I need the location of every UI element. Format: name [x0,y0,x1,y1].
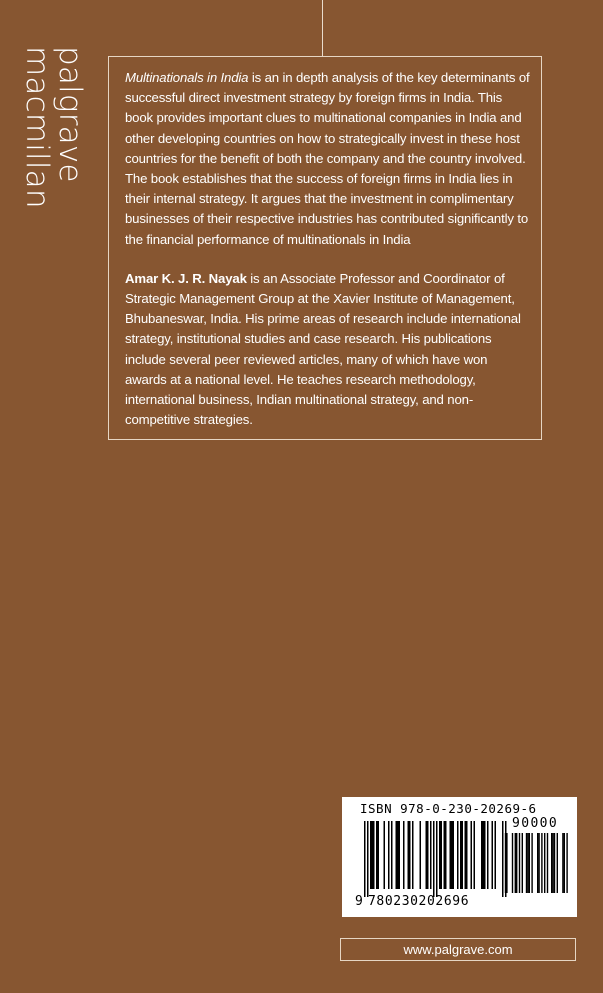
author-bio [125,269,531,431]
logo-line-palgrave: palgrave [52,46,88,183]
barcode-bar [457,821,459,889]
isbn-barcode [342,797,577,917]
barcode-bar [427,821,429,889]
barcode-bar [439,821,441,889]
website-link[interactable]: www.palgrave.com [340,938,576,961]
barcode-bar [372,821,374,889]
barcode-bar [399,821,401,889]
blurb-frame [108,56,542,440]
barcode-addon-bar [512,833,513,893]
barcode-bar [384,821,386,889]
barcode-addon-bar [544,833,545,893]
isbn-label: ISBN 978-0-230-20269-6 [360,801,537,816]
barcode-bar [441,821,443,889]
barcode-addon-bar [506,833,507,893]
book-description-text: is an in depth analysis of the key determinants of successful direct investment strategy by foreign firms in India. This book provides important clues to multinational companies in India and other developing countries on how to strategically invest in these host countries for the benefit of both the company and the country involved. The book establishes that the success of foreign firms in India lies in their internal strategy. It argues that the investment in complimentary businesses of their respective industries has contributed significantly to the financial performance of multinationals in India [125,70,530,247]
barcode-addon-bar [531,833,532,893]
barcode-addon-bar [522,833,523,893]
barcode-price-code: 90000 [512,816,559,831]
barcode-addon-bar [566,833,567,893]
barcode-bar [367,821,369,897]
barcode-addon-bar [537,833,538,893]
barcode-bar [495,821,497,889]
barcode-bar [388,821,390,889]
barcode-addon-bar [562,833,563,893]
publisher-logo-text [20,46,86,209]
barcode-bar [445,821,447,889]
barcode-bar [492,821,494,889]
barcode-addon-bar [551,833,552,893]
barcode-addon-bar [519,833,520,893]
barcode-bar [378,821,380,889]
barcode-bar [462,821,464,889]
barcode-bar [483,821,485,889]
barcode-bar [370,821,372,889]
barcode-addon-bar [502,833,503,893]
barcode-addon-bar [526,833,527,893]
logo-line-macmillan: macmillan [19,46,55,209]
barcode-bar [466,821,468,889]
barcode-bar [433,821,435,897]
barcode-bar [436,821,438,897]
barcode-bar [474,821,476,889]
barcode-bar [460,821,462,889]
barcode-addon-bar [538,833,539,893]
barcode-addon-bar [547,833,548,893]
barcode-bar [450,821,452,889]
barcode-bar [444,821,446,889]
barcode-bar [403,821,405,889]
barcode-addon-bar [557,833,558,893]
barcode-bar [453,821,455,889]
barcode-addon-bar [529,833,530,893]
barcode-addon-bar [552,833,553,893]
publisher-logo [16,46,88,209]
barcode-bar [396,821,398,889]
barcode-addon-bar [554,833,555,893]
barcode-addon-bar [527,833,528,893]
barcode-bar [412,821,414,889]
barcode-bar [376,821,378,889]
book-description [125,68,531,250]
barcode-bar [430,821,432,889]
barcode-bar [426,821,428,889]
top-divider-line [322,0,323,57]
barcode-bar [420,821,422,889]
barcode-bar [408,821,410,889]
barcode-addon-bar [505,833,506,893]
barcode-bar [471,821,473,889]
barcode-addon-bar [516,833,517,893]
barcode-addon-bar [564,833,565,893]
barcode-addon-bar [541,833,542,893]
barcode-addon-bar [515,833,516,893]
barcode-bar [465,821,467,889]
barcode-bar [451,821,453,889]
barcode-digits: 780230202696 [368,894,470,909]
barcode-bar [391,821,393,889]
barcode-bar [481,821,483,889]
barcode-bar [484,821,486,889]
barcode-lead-digit: 9 [355,894,363,909]
book-title: Multinationals in India [125,70,249,85]
author-name: Amar K. J. R. Nayak [125,270,247,286]
author-bio-text: is an Associate Professor and Coordinator of Strategic Management Group at the Xavier Institute of Management, Bhubaneswar, India. His prime areas of research include international strategy, institutional studies and case research. His publications include several peer reviewed articles, many of which have won awards at a national level. He teaches research methodology, international business, Indian multinational strategy, and non-competitive strategies. [125,270,521,428]
barcode-bar [397,821,399,889]
barcode-bar [373,821,375,889]
barcode-bar [409,821,411,889]
barcode-bar [487,821,489,889]
barcode-bar [364,821,366,897]
